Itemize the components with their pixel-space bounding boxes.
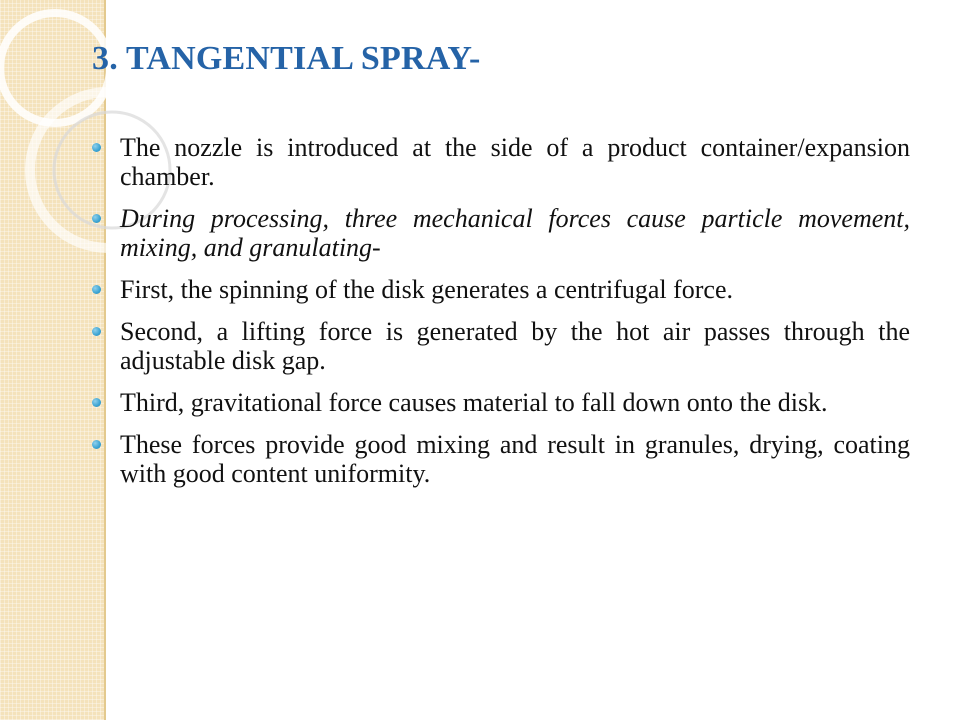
bullet-item (120, 275, 910, 304)
bullet-text: First, the spinning of the disk generates a centrifugal force. (120, 275, 733, 304)
bullet-list (120, 133, 910, 501)
bullet-item (120, 317, 910, 375)
bullet-marker-icon (92, 440, 101, 449)
bullet-text: The nozzle is introduced at the side of a product container/expansion chamber. (120, 133, 910, 191)
bullet-marker-icon (92, 214, 101, 223)
slide-title: 3. TANGENTIAL SPRAY- (92, 40, 481, 77)
bullet-text: Second, a lifting force is generated by the hot air passes through the adjustable disk gap. (120, 317, 910, 375)
bullet-item (120, 430, 910, 488)
bullet-marker-icon (92, 327, 101, 336)
bullet-marker-icon (92, 398, 101, 407)
bullet-text: During processing, three mechanical forces cause particle movement, mixing, and granulating- (120, 204, 910, 262)
bullet-item (120, 133, 910, 191)
bullet-item (120, 388, 910, 417)
bullet-marker-icon (92, 143, 101, 152)
bullet-marker-icon (92, 285, 101, 294)
bullet-text: Third, gravitational force causes material to fall down onto the disk. (120, 388, 828, 417)
bullet-item (120, 204, 910, 262)
bullet-text: These forces provide good mixing and result in granules, drying, coating with good content uniformity. (120, 430, 910, 488)
